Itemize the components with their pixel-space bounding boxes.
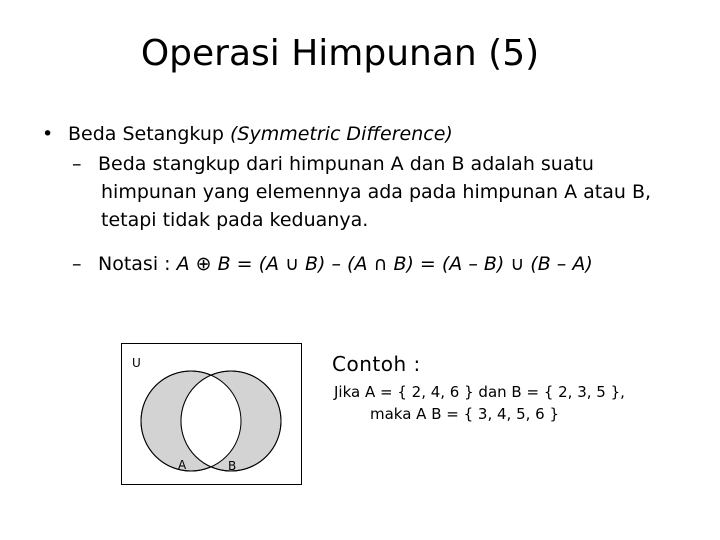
universe-label: U: [132, 356, 141, 370]
example-line-1: Jika A = { 2, 4, 6 } dan B = { 2, 3, 5 },: [334, 383, 625, 401]
main-bullet-label: Beda Setangkup: [68, 123, 230, 145]
definition-line-1: Beda stangkup dari himpunan A dan B adalah suatu: [98, 153, 594, 175]
notasi-formula: A ⊕ B = (A ∪ B) – (A ∩ B) = (A – B) ∪ (B – A): [176, 253, 593, 275]
sub-bullet-marker: –: [72, 253, 82, 275]
sub-bullet-definition: [72, 150, 594, 178]
main-bullet-text: [68, 120, 453, 148]
venn-svg: [122, 344, 303, 486]
slide-title: Operasi Himpunan (5): [140, 33, 540, 74]
definition-line-2: himpunan yang elemennya ada pada himpunan A atau B,: [101, 181, 652, 203]
set-a-label: A: [178, 458, 187, 472]
definition-line-3: tetapi tidak pada keduanya.: [101, 209, 369, 231]
bullet-marker: •: [42, 123, 54, 145]
set-b-label: B: [228, 459, 237, 473]
venn-diagram: [121, 343, 302, 485]
sub-bullet-notasi: [72, 250, 593, 278]
example-line-2: maka A B = { 3, 4, 5, 6 }: [370, 405, 560, 423]
example-title: Contoh :: [332, 352, 421, 376]
notasi-label: Notasi :: [98, 253, 177, 275]
sub-bullet-marker: –: [72, 153, 82, 175]
main-bullet-italic: (Symmetric Difference): [229, 123, 453, 145]
